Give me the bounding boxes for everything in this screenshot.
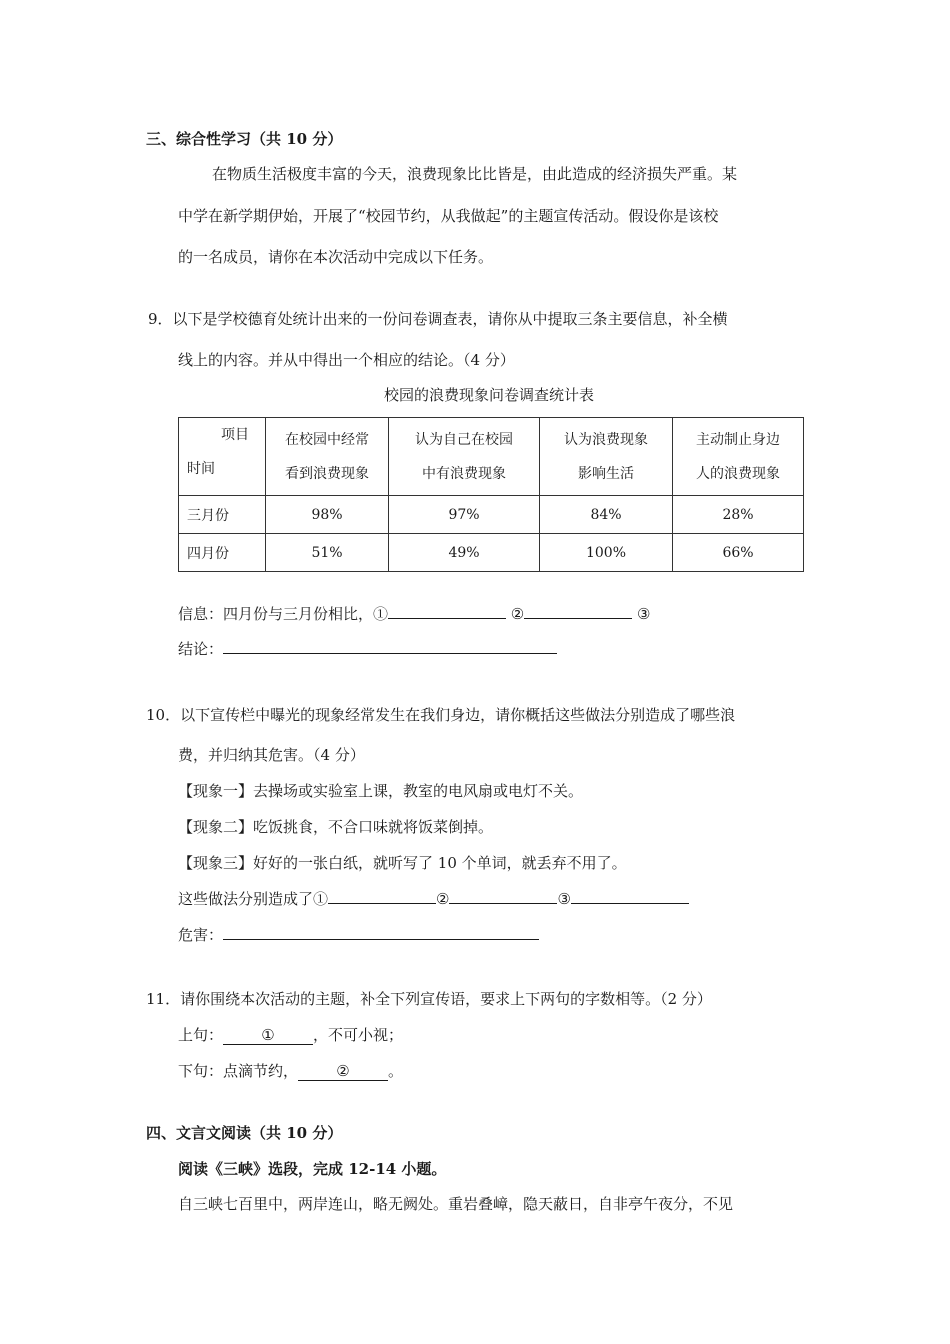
q11-upper-line	[178, 1024, 403, 1045]
info-blank-1[interactable]	[388, 604, 506, 619]
lower-label: 下句：点滴节约，	[178, 1062, 299, 1080]
q10-mark-3: ③	[557, 890, 571, 908]
col-header: 认为自己在校园 中有浪费现象	[389, 418, 540, 496]
table-header-row	[179, 418, 804, 496]
cell-value: 28%	[673, 496, 804, 534]
harm-blank[interactable]	[223, 925, 539, 940]
upper-mark: ①	[261, 1026, 275, 1044]
intro-line-1: 在物质生活极度丰富的今天，浪费现象比比皆是，由此造成的经济损失严重。某	[212, 165, 738, 183]
q10-line1: 10．以下宣传栏中曝光的现象经常发生在我们身边，请你概括这些做法分别造成了哪些浪	[146, 706, 736, 724]
conclusion-blank[interactable]	[223, 639, 557, 654]
info-blank-2[interactable]	[524, 604, 632, 619]
cell-value: 66%	[673, 534, 804, 572]
lower-mark: ②	[336, 1062, 350, 1080]
col-header: 主动制止身边 人的浪费现象	[673, 418, 804, 496]
info-mark-2: ②	[510, 605, 525, 623]
row-label: 三月份	[179, 496, 266, 534]
col-header: 在校园中经常 看到浪费现象	[266, 418, 389, 496]
intro-line-2: 中学在新学期伊始，开展了“校园节约，从我做起”的主题宣传活动。假设你是该校	[178, 207, 719, 225]
q10-mark-2: ②	[436, 890, 450, 908]
upper-blank[interactable]	[223, 1026, 313, 1045]
lower-suffix: 。	[388, 1062, 404, 1080]
phenomenon-1: 【现象一】去操场或实验室上课，教室的电风扇或电灯不关。	[178, 782, 584, 800]
cell-value: 49%	[389, 534, 540, 572]
q10-blank-1[interactable]	[328, 889, 436, 904]
section4-heading: 四、文言文阅读（共 10 分）	[146, 1124, 343, 1142]
q11-lower-line	[178, 1060, 403, 1081]
row-label: 四月份	[179, 534, 266, 572]
upper-suffix: ，不可小视；	[313, 1026, 404, 1044]
cell-value: 97%	[389, 496, 540, 534]
q10-answer-prefix: 这些做法分别造成了①	[178, 890, 329, 908]
intro-line-3: 的一名成员，请你在本次活动中完成以下任务。	[178, 248, 494, 266]
conclusion-label: 结论：	[178, 640, 224, 658]
q9-line1: 9．以下是学校德育处统计出来的一份问卷调查表，请你从中提取三条主要信息，补全横	[148, 310, 728, 328]
phenomenon-3: 【现象三】好好的一张白纸，就听写了 10 个单词，就丢弃不用了。	[178, 854, 627, 872]
cell-value: 100%	[540, 534, 673, 572]
corner-cell	[179, 418, 266, 496]
q9-line2: 线上的内容。并从中得出一个相应的结论。（4 分）	[178, 351, 515, 369]
q11-line1: 11．请你围绕本次活动的主题，补全下列宣传语，要求上下两句的字数相等。（2 分）	[146, 990, 712, 1008]
cell-value: 98%	[266, 496, 389, 534]
col-header: 认为浪费现象 影响生活	[540, 418, 673, 496]
upper-label: 上句：	[178, 1026, 224, 1044]
lower-blank[interactable]	[298, 1062, 388, 1081]
section3-heading: 三、综合性学习（共 10 分）	[146, 130, 343, 148]
corner-bottom: 时间	[187, 461, 215, 477]
corner-top: 项目	[221, 427, 249, 443]
section4-instruction: 阅读《三峡》选段，完成 12-14 小题。	[178, 1160, 447, 1178]
info-line	[178, 603, 650, 624]
table-row	[179, 534, 804, 572]
classical-text-line-1: 自三峡七百里中，两岸连山，略无阙处。重岩叠嶂，隐天蔽日，自非亭午夜分，不见	[178, 1195, 734, 1213]
harm-label: 危害：	[178, 926, 224, 944]
table-row	[179, 496, 804, 534]
info-prefix: 信息：四月份与三月份相比，①	[178, 605, 389, 623]
cell-value: 84%	[540, 496, 673, 534]
cell-value: 51%	[266, 534, 389, 572]
q10-blank-3[interactable]	[571, 889, 689, 904]
conclusion-line	[178, 638, 557, 659]
survey-table	[178, 417, 804, 572]
harm-line	[178, 924, 539, 945]
table-title: 校园的浪费现象问卷调查统计表	[383, 386, 594, 404]
phenomenon-2: 【现象二】吃饭挑食，不合口味就将饭菜倒掉。	[178, 818, 494, 836]
q10-line2: 费，并归纳其危害。（4 分）	[178, 746, 365, 764]
q10-answer-line	[178, 888, 689, 909]
q10-blank-2[interactable]	[449, 889, 557, 904]
info-mark-3: ③	[637, 605, 651, 623]
